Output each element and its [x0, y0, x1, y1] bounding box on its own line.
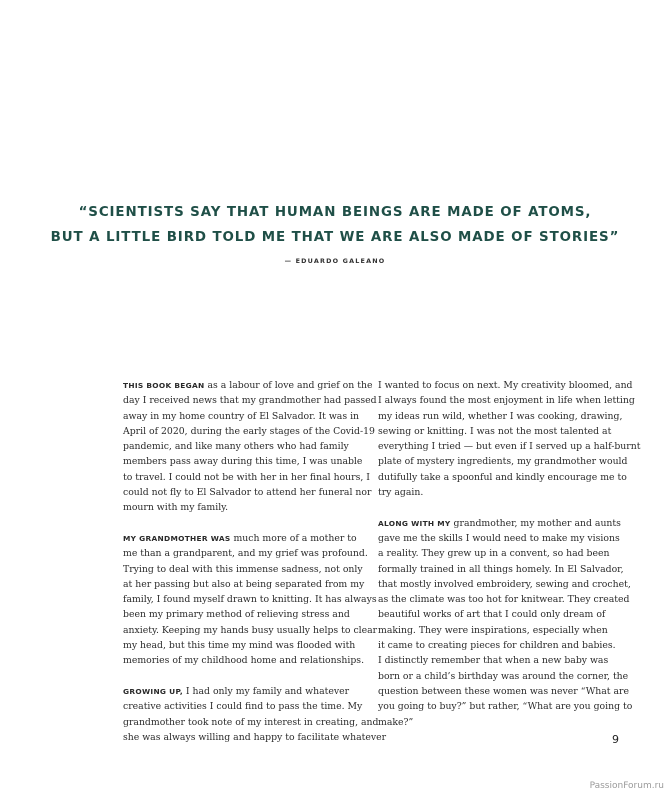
text-line [123, 715, 379, 730]
text-line-content: question between these women was never “What are [378, 685, 629, 697]
text-line [378, 638, 626, 653]
text-line-content: I had only my family and whatever [182, 685, 350, 697]
text-line-content: mourn with my family. [123, 502, 229, 514]
text-line [123, 699, 371, 714]
text-line [123, 439, 371, 454]
text-line-content: my ideas run wild, whether I was cooking, drawing, [378, 410, 623, 422]
text-line [123, 684, 371, 699]
text-line [378, 439, 641, 454]
text-line [378, 470, 626, 485]
text-line [378, 454, 626, 469]
text-line [378, 393, 635, 408]
text-line [123, 592, 377, 607]
text-line-content: could not fly to El Salvador to attend her funeral nor [123, 487, 372, 499]
text-line [123, 424, 375, 439]
text-line [123, 393, 377, 408]
text-line-content: dutifully take a spoonful and kindly encourage me to [378, 471, 627, 483]
text-line [123, 454, 371, 469]
paragraph-lead-in: GROWING UP, [123, 686, 183, 696]
text-line [123, 500, 371, 515]
text-line [378, 715, 626, 730]
text-line [378, 592, 630, 607]
text-line [123, 577, 371, 592]
text-line-content: April of 2020, during the early stages of the Covid-19 [123, 425, 375, 437]
paragraph [123, 378, 377, 516]
text-line-content: make?” [378, 716, 414, 728]
text-line [123, 409, 371, 424]
text-line [123, 546, 371, 561]
text-line-content: sewing or knitting. I was not the most talented at [378, 425, 612, 437]
text-line-content: grandmother, my mother and aunts [450, 517, 621, 529]
text-line-content: my head, but this time my mind was flooded with [123, 640, 356, 652]
text-line [123, 485, 371, 500]
text-line-content: Trying to deal with this immense sadness, not only [123, 563, 363, 575]
text-line-content: pandemic, and like many others who had family [123, 441, 349, 453]
text-line-content: I distinctly remember that when a new baby was [378, 655, 609, 667]
text-line-content: I wanted to focus on next. My creativity bloomed, and [378, 380, 633, 391]
text-line [378, 485, 626, 500]
text-line [123, 531, 371, 546]
paragraph-lead-in: MY GRANDMOTHER WAS [123, 533, 231, 543]
left-text-column [123, 378, 387, 760]
text-line [378, 409, 626, 424]
text-line [378, 546, 626, 561]
text-line-content: she was always willing and happy to facilitate whatever [123, 731, 387, 743]
paragraph-lead-in: ALONG WITH MY [378, 518, 451, 528]
text-line-content: a reality. They grew up in a convent, so had been [378, 548, 610, 560]
text-line-content: to travel. I could not be with her in her final hours, I [123, 471, 370, 483]
text-line-content: formally trained in all things homely. In El Salvador, [378, 563, 624, 575]
text-line [123, 470, 371, 485]
text-line-content: away in my home country of El Salvador. It was in [123, 410, 360, 422]
text-line [378, 669, 629, 684]
text-line [378, 424, 626, 439]
text-line-content: anxiety. Keeping my hands busy usually helps to clear [123, 624, 378, 636]
text-line-content: gave me the skills I would need to make my visions [378, 532, 620, 544]
text-line-content: grandmother took note of my interest in creating, and [123, 716, 379, 728]
text-line-content: as the climate was too hot for knitwear. They created [378, 594, 630, 606]
text-line-content: me than a grandparent, and my grief was profound. [123, 548, 368, 560]
text-line-content: it came to creating pieces for children and babies. [378, 640, 616, 652]
text-line-content: as a labour of love and grief on the [204, 380, 373, 391]
epigraph-quote [0, 200, 670, 250]
paragraph [123, 531, 378, 669]
text-line-content: family, I found myself drawn to knitting. It has always [123, 594, 377, 606]
paragraph [378, 516, 633, 730]
text-line-content: creative activities I could find to pass the time. My [123, 701, 363, 713]
text-line [123, 378, 371, 393]
text-line [123, 730, 387, 745]
text-line [378, 378, 633, 393]
site-watermark: PassionForum.ru [589, 781, 664, 791]
text-line-content: much more of a mother to [230, 532, 357, 544]
text-line-content: at her passing but also at being separated from my [123, 578, 365, 590]
quote-line: “SCIENTISTS SAY THAT HUMAN BEINGS ARE MADE OF ATOMS, [78, 205, 592, 220]
paragraph [123, 684, 387, 745]
text-line-content: try again. [378, 487, 424, 499]
text-line [378, 623, 626, 638]
text-line-content: I always found the most enjoyment in life when letting [378, 395, 635, 407]
text-line [378, 516, 626, 531]
paragraph-lead-in: THIS BOOK BEGAN [123, 381, 205, 390]
text-line [123, 653, 371, 668]
text-line [378, 531, 626, 546]
text-line [378, 684, 629, 699]
text-line-content: you going to buy?” but rather, “What are you going to [378, 701, 633, 713]
right-text-column [378, 378, 641, 745]
text-line-content: that mostly involved embroidery, sewing and crochet, [378, 578, 631, 590]
text-line-content: members pass away during this time, I was unable [123, 456, 363, 468]
text-line-content: day I received news that my grandmother had passed [123, 395, 377, 407]
text-line-content: making. They were inspirations, especially when [378, 624, 608, 636]
text-line [378, 607, 626, 622]
text-line [378, 562, 626, 577]
quote-attribution: — EDUARDO GALEANO [284, 257, 386, 265]
text-line [123, 623, 378, 638]
page-number: 9 [612, 733, 619, 746]
text-line [123, 607, 371, 622]
text-line-content: memories of my childhood home and relationships. [123, 655, 365, 667]
text-line-content: plate of mystery ingredients, my grandmother would [378, 456, 628, 468]
text-line-content: everything I tried — but even if I served up a half-burnt [378, 441, 641, 453]
text-line-content: beautiful works of art that I could only dream of [378, 609, 606, 621]
text-line [378, 653, 626, 668]
quote-line: BUT A LITTLE BIRD TOLD ME THAT WE ARE ALSO MADE OF STORIES” [50, 230, 620, 245]
paragraph [378, 378, 641, 500]
text-line [123, 562, 371, 577]
text-line [378, 699, 633, 714]
text-line-content: born or a child’s birthday was around the corner, the [378, 670, 629, 682]
text-line [123, 638, 371, 653]
text-line [378, 577, 631, 592]
text-line-content: been my primary method of relieving stress and [123, 609, 350, 621]
